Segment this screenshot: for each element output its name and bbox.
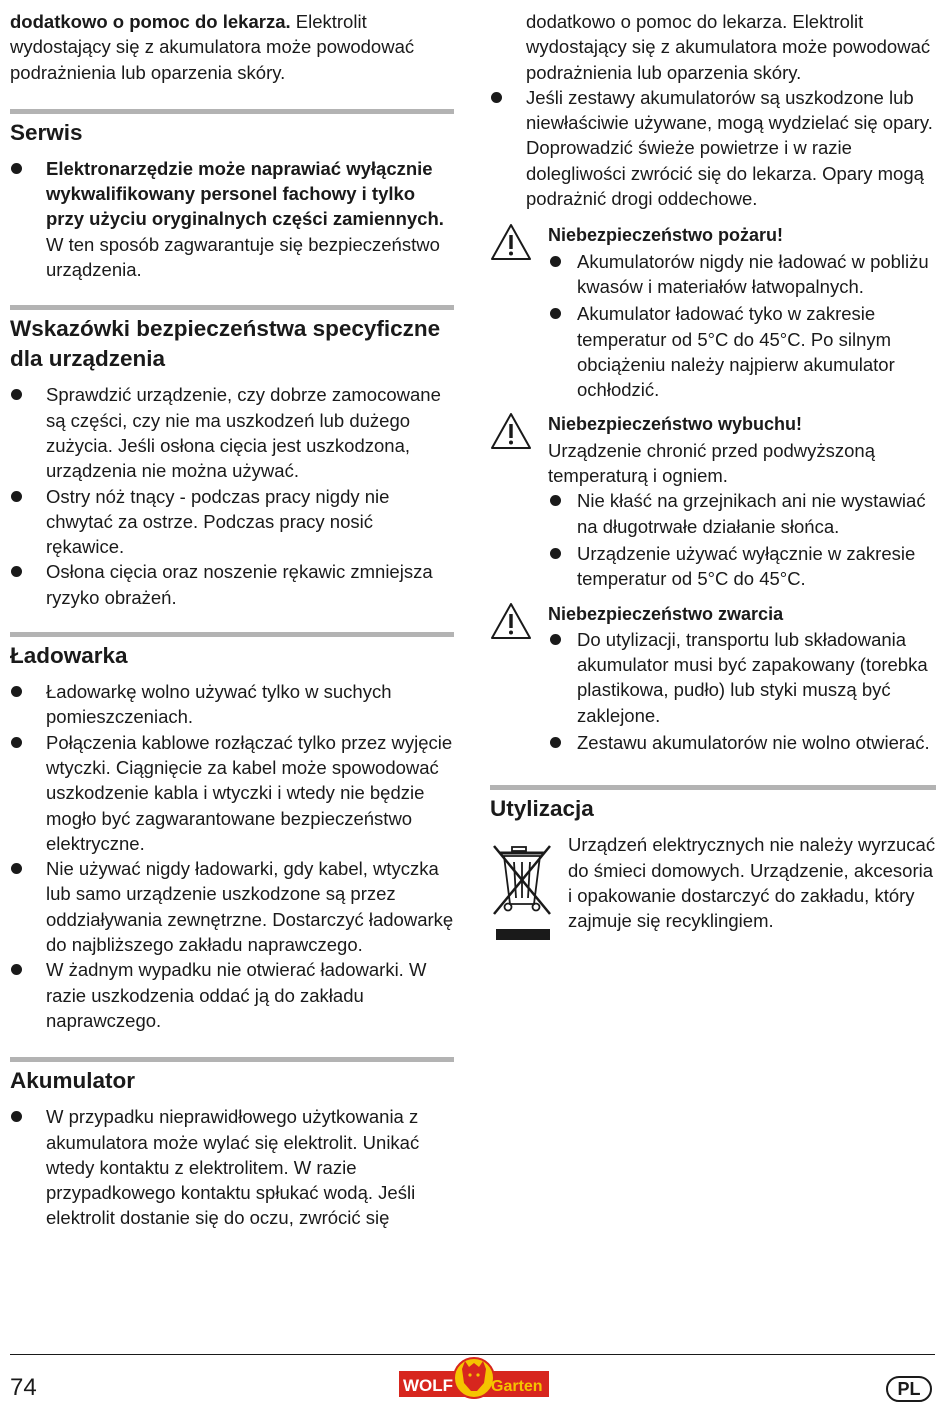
footer-divider (10, 1354, 935, 1355)
logo-garten-text: Garten (491, 1378, 543, 1395)
utylizacja-text: Urządzeń elektrycznych nie należy wyrzucać do śmieci domowych. Urządzenie, akcesoria i opakowanie dostarczyć do zakładu, który zajmuje się recyklingiem. (568, 834, 936, 932)
list-item: Ładowarkę wolno używać tylko w suchych pomieszczeniach. (10, 679, 454, 730)
section-serwis (10, 109, 454, 282)
list-item: Do utylizacji, transportu lub składowania akumulator musi być zapakowany (torebka plastikowa, pudło) lub styki muszą być zaklejone. (548, 627, 936, 728)
language-badge: PL (886, 1376, 932, 1402)
fire-list (548, 249, 936, 403)
list-item: Osłona cięcia oraz noszenie rękawic zmniejsza ryzyko obrażeń. (10, 559, 454, 610)
list-item: Jeśli zestawy akumulatorów są uszkodzone lub niewłaściwie używane, mogą wydzielać się opary. Doprowadzić świeże powietrze i w razie dolegliwości zwrócić się do lekarza. Opary mogą podrażnić drogi oddechowe. (490, 85, 936, 211)
explosion-text: Urządzenie chronić przed podwyższoną temperaturą i ogniem. (548, 439, 876, 487)
section-title-akumulator: Akumulator (10, 1068, 136, 1094)
section-utylizacja (490, 785, 936, 933)
section-akumulator (10, 1057, 454, 1230)
list-item: Połączenia kablowe rozłączać tylko przez wyjęcie wtyczki. Ciągnięcie za kabel może spowodować uszkodzenie kabla i wtyczki i wtedy nie będzie mogło być zagwarantowane bezpieczeństwo elektryczne. (10, 730, 454, 856)
warning-short-circuit (490, 602, 936, 756)
explosion-list (548, 488, 936, 591)
intro-text: Elektrolit wydostający się z akumulatora może powodować podrażnienia lub oparzenia skóry. (10, 11, 415, 83)
list-item: Zestawu akumulatorów nie wolno otwierać. (548, 730, 936, 755)
intro-bold: dodatkowo o pomoc do lekarza. (10, 11, 291, 32)
short-circuit-list (548, 627, 936, 755)
continued-paragraph: dodatkowo o pomoc do lekarza. Elektrolit wydostający się z akumulatora może powodować podrażnienia lub oparzenia skóry. (526, 11, 931, 83)
page-number: 74 (10, 1374, 37, 1401)
warning-fire (490, 223, 936, 402)
warning-triangle-icon (490, 412, 532, 450)
serwis-list (10, 156, 454, 282)
list-item: Nie kłaść na grzejnikach ani nie wystawiać na długotrwałe działanie słońca. (548, 488, 936, 539)
list-item: Akumulator ładować tyko w zakresie temperatur od 5°C do 45°C. Po silnym obciążeniu należy najpierw akumulator ochłodzić. (548, 301, 936, 402)
section-title-ladowarka: Ładowarka (10, 643, 128, 669)
wskazowki-list (10, 382, 454, 610)
warning-title-explosion: Niebezpieczeństwo wybuchu! (548, 414, 803, 435)
list-item: Nie używać nigdy ładowarki, gdy kabel, wtyczka lub samo urządzenie uszkodzone są przez oddziaływania zewnętrzne. Dostarczyć ładowarkę do najbliższego zakładu naprawczego. (10, 856, 454, 957)
section-wskazowki (10, 305, 454, 610)
utylizacja-body (490, 832, 936, 933)
warning-explosion (490, 412, 936, 591)
vapour-list (490, 85, 936, 211)
section-title-serwis: Serwis (10, 119, 83, 145)
left-column (10, 0, 454, 1231)
serwis-item-bold: Elektronarzędzie może naprawiać wyłącznie wykwalifikowany personel fachowy i tylko przy użyciu oryginalnych części zamiennych. (46, 157, 444, 230)
section-ladowarka (10, 632, 454, 1033)
warning-triangle-icon (490, 223, 532, 261)
akumulator-list (10, 1104, 454, 1230)
serwis-item-text: W ten sposób zagwarantuje się bezpieczeństwo urządzenia. (46, 233, 440, 281)
ladowarka-list (10, 679, 454, 1033)
warning-triangle-icon (490, 602, 532, 640)
logo-wolf-text: WOLF (403, 1376, 454, 1395)
warning-title-short-circuit: Niebezpieczeństwo zwarcia (548, 603, 784, 624)
right-column (490, 0, 936, 934)
wolf-garten-logo (399, 1357, 549, 1399)
list-item: W żadnym wypadku nie otwierać ładowarki. W razie uszkodzenia oddać ją do zakładu naprawczego. (10, 957, 454, 1033)
section-title-utylizacja: Utylizacja (490, 796, 594, 822)
list-item (10, 156, 454, 282)
warning-title-fire: Niebezpieczeństwo pożaru! (548, 225, 784, 246)
list-item: Urządzenie używać wyłącznie w zakresie temperatur od 5°C do 45°C. (548, 541, 936, 592)
section-title-wskazowki: Wskazówki bezpieczeństwa specyficzne dla urządzenia (10, 316, 441, 372)
list-item: Sprawdzić urządzenie, czy dobrze zamocowane są części, czy nie ma uszkodzeń lub dużego zużycia. Jeśli osłona cięcia jest uszkodzona, urządzenia nie można używać. (10, 382, 454, 483)
crossed-out-bin-icon (490, 844, 556, 944)
list-item: W przypadku nieprawidłowego użytkowania z akumulatora może wylać się elektrolit. Unikać wtedy kontaktu z elektrolitem. W razie przypadkowego kontaktu spłukać wodą. Jeśli elektrolit dostanie się do oczu, zwrócić się (10, 1104, 454, 1230)
intro-paragraph (10, 9, 454, 85)
list-item: Akumulatorów nigdy nie ładować w pobliżu kwasów i materiałów łatwopalnych. (548, 249, 936, 300)
list-item: Ostry nóż tnący - podczas pracy nigdy nie chwytać za ostrze. Podczas pracy nosić rękawice. (10, 484, 454, 560)
